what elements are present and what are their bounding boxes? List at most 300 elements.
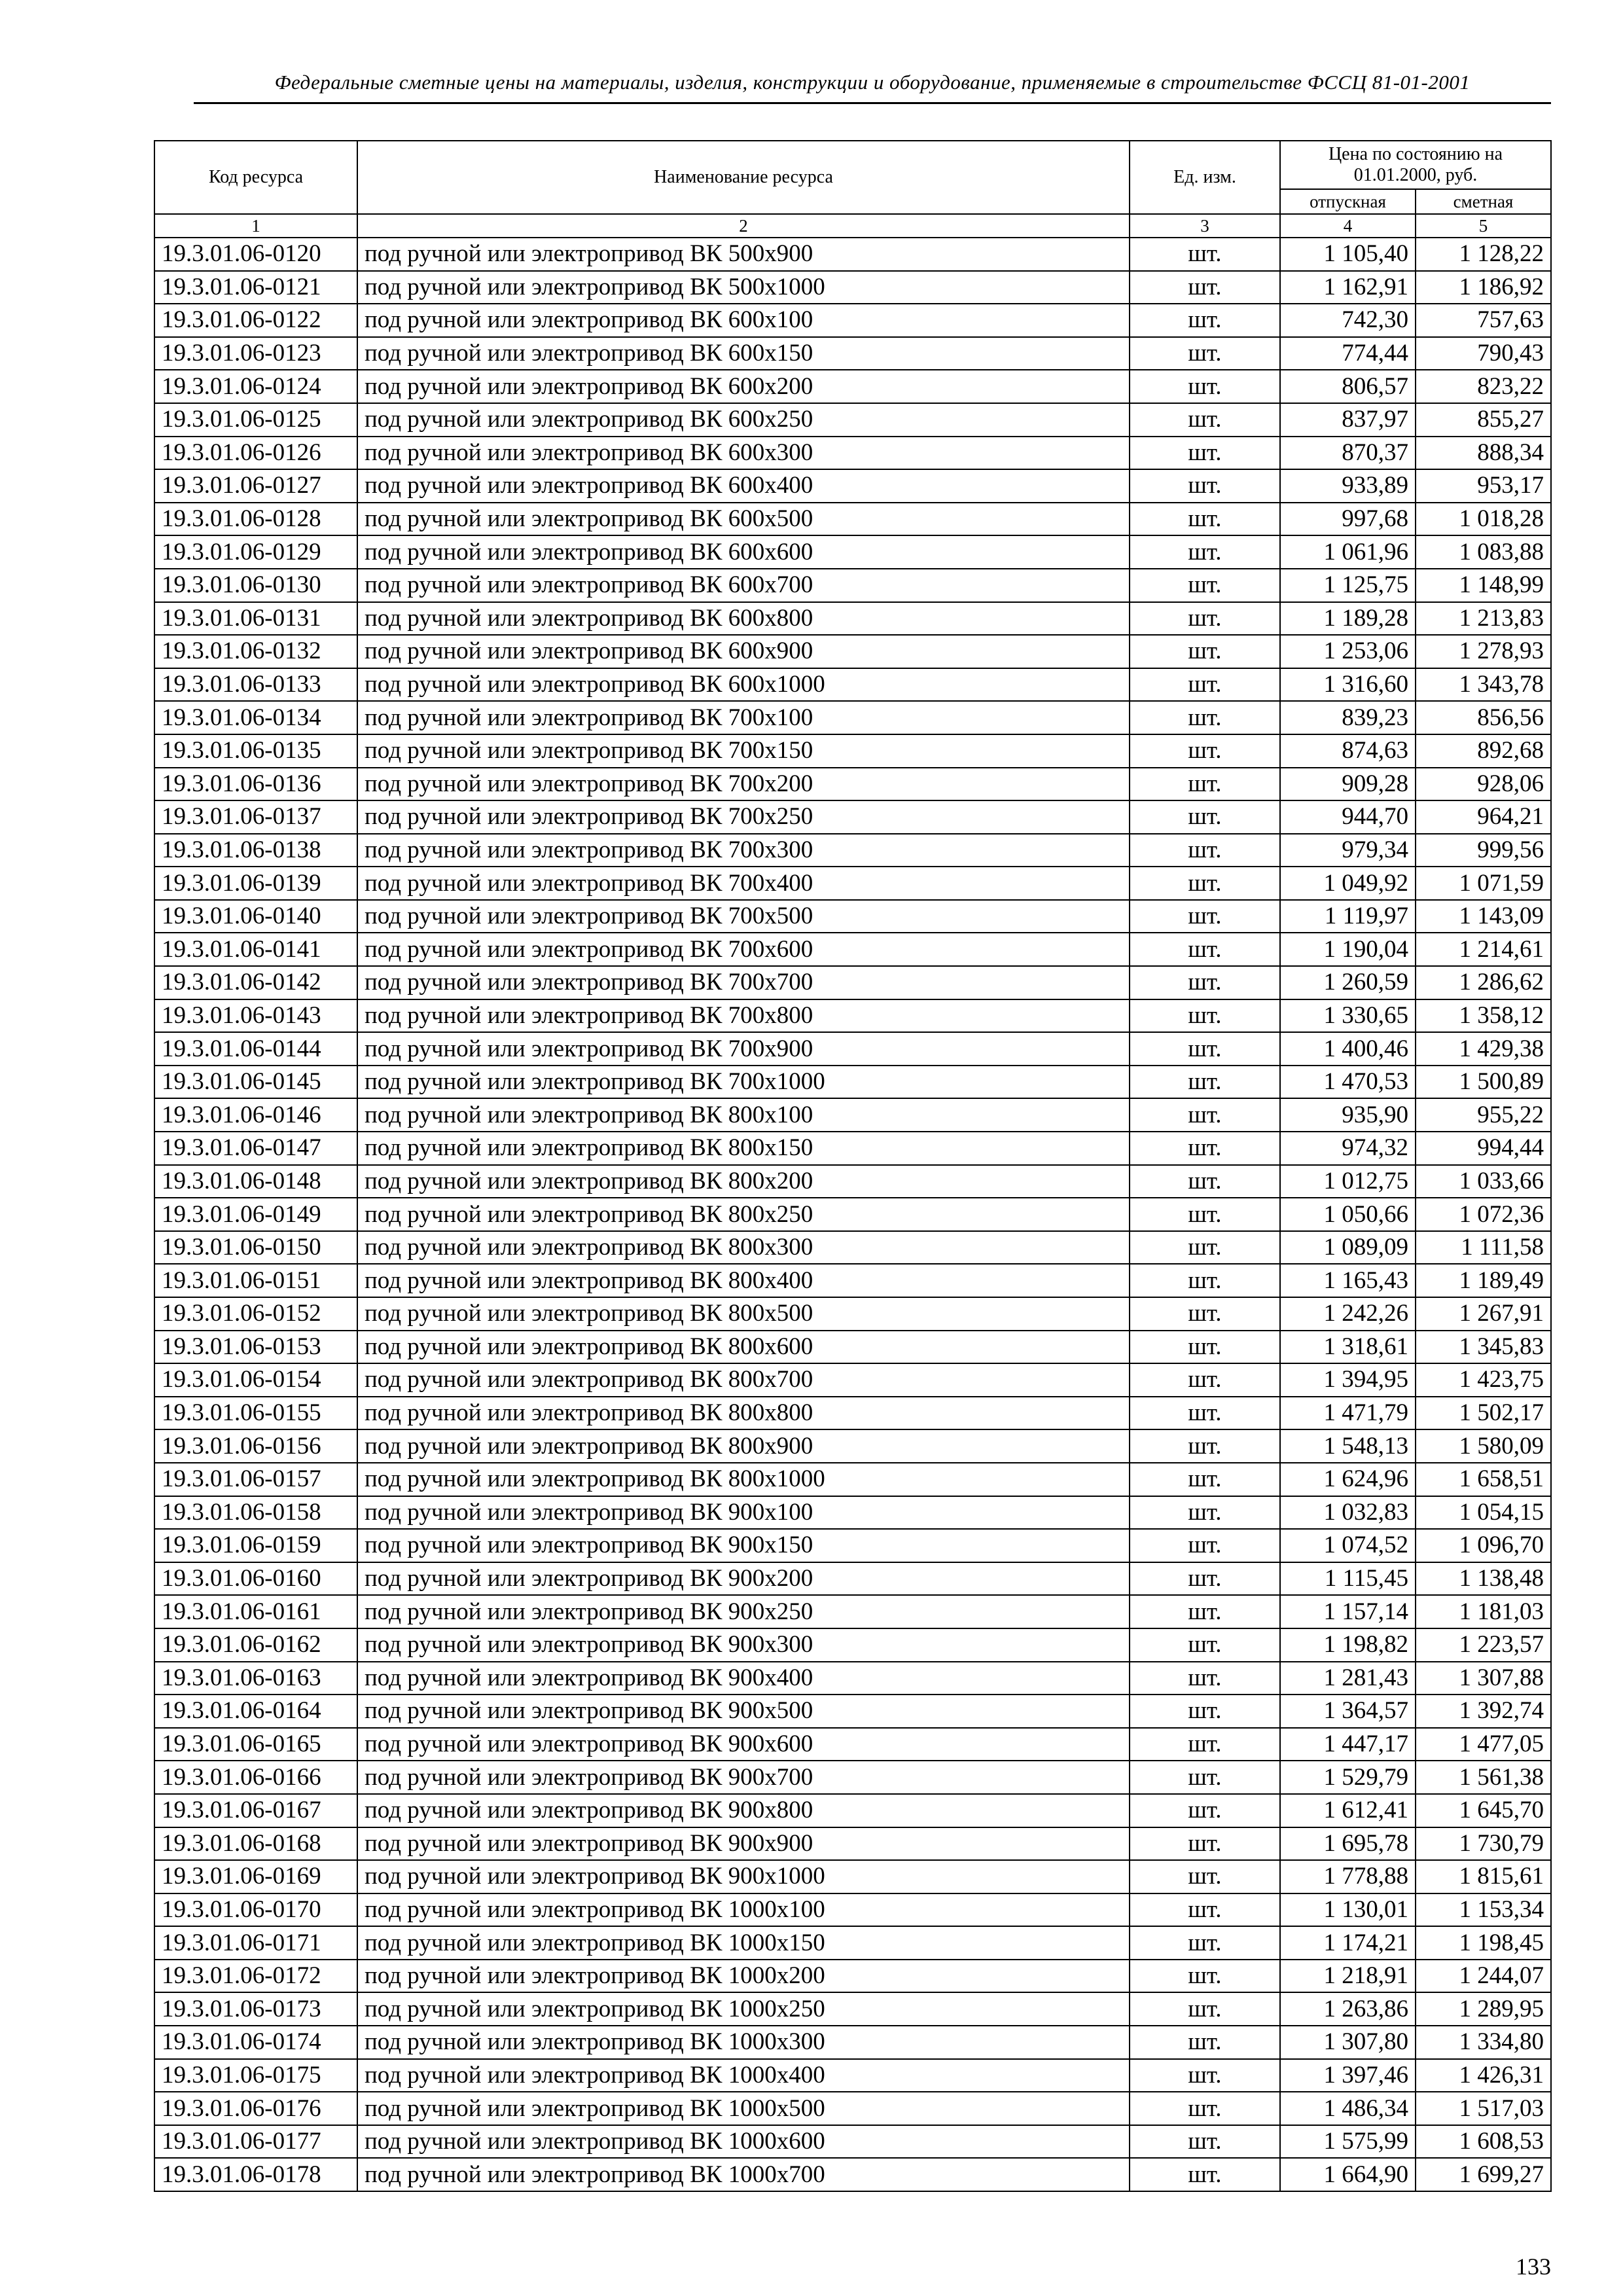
table-row — [154, 2125, 1551, 2159]
row-name: под ручной или электропривод ВК 700х900 — [357, 1032, 1130, 1066]
row-price-release: 1 049,92 — [1280, 867, 1416, 900]
row-price-estimate: 892,68 — [1416, 734, 1551, 768]
row-name: под ручной или электропривод ВК 900х200 — [357, 1562, 1130, 1596]
row-price-release: 1 218,91 — [1280, 1960, 1416, 1993]
table-row — [154, 1231, 1551, 1265]
row-code: 19.3.01.06-0178 — [154, 2158, 357, 2191]
row-price-release: 1 074,52 — [1280, 1529, 1416, 1562]
table-row — [154, 1628, 1551, 1662]
row-unit: шт. — [1130, 503, 1280, 536]
table-row — [154, 1264, 1551, 1297]
row-code: 19.3.01.06-0167 — [154, 1794, 357, 1827]
table-row — [154, 602, 1551, 636]
row-unit: шт. — [1130, 768, 1280, 801]
table-row — [154, 469, 1551, 503]
row-code: 19.3.01.06-0125 — [154, 403, 357, 437]
row-price-release: 1 397,46 — [1280, 2059, 1416, 2092]
row-price-estimate: 953,17 — [1416, 469, 1551, 503]
table-row — [154, 304, 1551, 337]
row-name: под ручной или электропривод ВК 900х250 — [357, 1595, 1130, 1628]
table-row — [154, 635, 1551, 668]
row-code: 19.3.01.06-0162 — [154, 1628, 357, 1662]
row-code: 19.3.01.06-0122 — [154, 304, 357, 337]
table-row — [154, 1827, 1551, 1861]
row-unit: шт. — [1130, 1098, 1280, 1132]
row-unit: шт. — [1130, 1562, 1280, 1596]
row-unit: шт. — [1130, 834, 1280, 867]
table-row — [154, 535, 1551, 569]
row-name: под ручной или электропривод ВК 800х300 — [357, 1231, 1130, 1265]
row-price-estimate: 1 289,95 — [1416, 1992, 1551, 2026]
table-row — [154, 238, 1551, 271]
row-price-release: 1 447,17 — [1280, 1728, 1416, 1761]
row-code: 19.3.01.06-0177 — [154, 2125, 357, 2159]
page-number: 133 — [1516, 2253, 1551, 2280]
table-row — [154, 1794, 1551, 1827]
column-number: 1 — [154, 214, 357, 238]
row-price-estimate: 1 054,15 — [1416, 1496, 1551, 1530]
row-code: 19.3.01.06-0140 — [154, 900, 357, 933]
row-unit: шт. — [1130, 867, 1280, 900]
table-row — [154, 999, 1551, 1033]
row-unit: шт. — [1130, 1032, 1280, 1066]
table-row — [154, 701, 1551, 734]
row-price-release: 1 130,01 — [1280, 1893, 1416, 1927]
row-price-release: 1 105,40 — [1280, 238, 1416, 271]
row-name: под ручной или электропривод ВК 700х600 — [357, 933, 1130, 966]
table-row — [154, 933, 1551, 966]
row-price-release: 1 032,83 — [1280, 1496, 1416, 1530]
row-price-release: 1 050,66 — [1280, 1198, 1416, 1231]
row-code: 19.3.01.06-0149 — [154, 1198, 357, 1231]
table-row — [154, 1165, 1551, 1198]
row-name: под ручной или электропривод ВК 800х900 — [357, 1429, 1130, 1463]
row-price-release: 974,32 — [1280, 1132, 1416, 1165]
row-price-estimate: 1 143,09 — [1416, 900, 1551, 933]
row-code: 19.3.01.06-0147 — [154, 1132, 357, 1165]
row-name: под ручной или электропривод ВК 800х400 — [357, 1264, 1130, 1297]
row-code: 19.3.01.06-0129 — [154, 535, 357, 569]
row-name: под ручной или электропривод ВК 600х800 — [357, 602, 1130, 636]
row-name: под ручной или электропривод ВК 1000х200 — [357, 1960, 1130, 1993]
row-unit: шт. — [1130, 1628, 1280, 1662]
row-name: под ручной или электропривод ВК 1000х100 — [357, 1893, 1130, 1927]
row-code: 19.3.01.06-0139 — [154, 867, 357, 900]
table-row — [154, 2092, 1551, 2125]
row-price-estimate: 1 517,03 — [1416, 2092, 1551, 2125]
row-price-estimate: 1 138,48 — [1416, 1562, 1551, 1596]
row-unit: шт. — [1130, 1662, 1280, 1695]
row-price-estimate: 823,22 — [1416, 370, 1551, 403]
row-code: 19.3.01.06-0166 — [154, 1761, 357, 1794]
table-row — [154, 437, 1551, 470]
row-unit: шт. — [1130, 734, 1280, 768]
row-code: 19.3.01.06-0144 — [154, 1032, 357, 1066]
table-row — [154, 734, 1551, 768]
header-price-release: отпускная — [1280, 189, 1416, 214]
row-name: под ручной или электропривод ВК 600х250 — [357, 403, 1130, 437]
row-code: 19.3.01.06-0127 — [154, 469, 357, 503]
row-name: под ручной или электропривод ВК 800х800 — [357, 1397, 1130, 1430]
row-name: под ручной или электропривод ВК 700х100 — [357, 701, 1130, 734]
row-unit: шт. — [1130, 569, 1280, 602]
row-name: под ручной или электропривод ВК 600х500 — [357, 503, 1130, 536]
row-name: под ручной или электропривод ВК 600х900 — [357, 635, 1130, 668]
row-code: 19.3.01.06-0123 — [154, 337, 357, 370]
row-name: под ручной или электропривод ВК 900х800 — [357, 1794, 1130, 1827]
row-price-release: 1 400,46 — [1280, 1032, 1416, 1066]
row-code: 19.3.01.06-0152 — [154, 1297, 357, 1331]
row-name: под ручной или электропривод ВК 800х1000 — [357, 1463, 1130, 1496]
row-unit: шт. — [1130, 304, 1280, 337]
row-unit: шт. — [1130, 1429, 1280, 1463]
row-unit: шт. — [1130, 1297, 1280, 1331]
row-unit: шт. — [1130, 1794, 1280, 1827]
row-price-estimate: 1 148,99 — [1416, 569, 1551, 602]
row-price-estimate: 1 186,92 — [1416, 271, 1551, 304]
row-name: под ручной или электропривод ВК 600х1000 — [357, 668, 1130, 702]
table-row — [154, 1297, 1551, 1331]
row-unit: шт. — [1130, 2026, 1280, 2059]
row-unit: шт. — [1130, 1926, 1280, 1960]
row-unit: шт. — [1130, 966, 1280, 999]
row-unit: шт. — [1130, 535, 1280, 569]
row-price-estimate: 1 423,75 — [1416, 1363, 1551, 1397]
row-price-estimate: 1 358,12 — [1416, 999, 1551, 1033]
table-body — [154, 238, 1551, 2191]
row-code: 19.3.01.06-0170 — [154, 1893, 357, 1927]
row-price-estimate: 1 477,05 — [1416, 1728, 1551, 1761]
row-price-release: 1 263,86 — [1280, 1992, 1416, 2026]
row-unit: шт. — [1130, 701, 1280, 734]
row-price-release: 1 529,79 — [1280, 1761, 1416, 1794]
table-row — [154, 503, 1551, 536]
header-unit: Ед. изм. — [1130, 141, 1280, 214]
row-unit: шт. — [1130, 1331, 1280, 1364]
row-price-estimate: 955,22 — [1416, 1098, 1551, 1132]
row-price-estimate: 964,21 — [1416, 800, 1551, 834]
row-code: 19.3.01.06-0124 — [154, 370, 357, 403]
row-price-estimate: 1 307,88 — [1416, 1662, 1551, 1695]
row-code: 19.3.01.06-0163 — [154, 1662, 357, 1695]
row-name: под ручной или электропривод ВК 900х100 — [357, 1496, 1130, 1530]
table-row — [154, 1926, 1551, 1960]
row-price-release: 1 548,13 — [1280, 1429, 1416, 1463]
row-price-release: 909,28 — [1280, 768, 1416, 801]
price-table — [154, 140, 1552, 2192]
table-row — [154, 403, 1551, 437]
row-unit: шт. — [1130, 1728, 1280, 1761]
row-unit: шт. — [1130, 1132, 1280, 1165]
row-price-estimate: 855,27 — [1416, 403, 1551, 437]
table-row — [154, 1132, 1551, 1165]
row-price-estimate: 928,06 — [1416, 768, 1551, 801]
row-price-estimate: 757,63 — [1416, 304, 1551, 337]
row-price-estimate: 1 580,09 — [1416, 1429, 1551, 1463]
row-name: под ручной или электропривод ВК 900х600 — [357, 1728, 1130, 1761]
table-row — [154, 1363, 1551, 1397]
row-name: под ручной или электропривод ВК 800х150 — [357, 1132, 1130, 1165]
row-name: под ручной или электропривод ВК 600х100 — [357, 304, 1130, 337]
row-unit: шт. — [1130, 1595, 1280, 1628]
column-number: 3 — [1130, 214, 1280, 238]
row-code: 19.3.01.06-0175 — [154, 2059, 357, 2092]
row-code: 19.3.01.06-0121 — [154, 271, 357, 304]
row-name: под ручной или электропривод ВК 900х150 — [357, 1529, 1130, 1562]
header-name: Наименование ресурса — [357, 141, 1130, 214]
row-code: 19.3.01.06-0132 — [154, 635, 357, 668]
row-unit: шт. — [1130, 2092, 1280, 2125]
row-name: под ручной или электропривод ВК 700х700 — [357, 966, 1130, 999]
row-name: под ручной или электропривод ВК 800х600 — [357, 1331, 1130, 1364]
table-row — [154, 1893, 1551, 1927]
row-unit: шт. — [1130, 1827, 1280, 1861]
table-row — [154, 370, 1551, 403]
row-price-release: 742,30 — [1280, 304, 1416, 337]
table-row — [154, 1695, 1551, 1728]
column-number: 2 — [357, 214, 1130, 238]
row-price-estimate: 1 429,38 — [1416, 1032, 1551, 1066]
row-code: 19.3.01.06-0141 — [154, 933, 357, 966]
row-price-estimate: 1 072,36 — [1416, 1198, 1551, 1231]
row-code: 19.3.01.06-0135 — [154, 734, 357, 768]
row-price-release: 997,68 — [1280, 503, 1416, 536]
row-price-release: 1 198,82 — [1280, 1628, 1416, 1662]
row-price-release: 1 253,06 — [1280, 635, 1416, 668]
row-code: 19.3.01.06-0130 — [154, 569, 357, 602]
row-price-release: 874,63 — [1280, 734, 1416, 768]
row-name: под ручной или электропривод ВК 800х100 — [357, 1098, 1130, 1132]
row-price-release: 935,90 — [1280, 1098, 1416, 1132]
row-name: под ручной или электропривод ВК 900х400 — [357, 1662, 1130, 1695]
row-unit: шт. — [1130, 668, 1280, 702]
row-price-release: 1 157,14 — [1280, 1595, 1416, 1628]
row-name: под ручной или электропривод ВК 600х700 — [357, 569, 1130, 602]
row-price-release: 1 575,99 — [1280, 2125, 1416, 2159]
row-code: 19.3.01.06-0145 — [154, 1066, 357, 1099]
row-unit: шт. — [1130, 1066, 1280, 1099]
row-price-release: 1 318,61 — [1280, 1331, 1416, 1364]
row-price-estimate: 994,44 — [1416, 1132, 1551, 1165]
row-name: под ручной или электропривод ВК 900х900 — [357, 1827, 1130, 1861]
row-unit: шт. — [1130, 2125, 1280, 2159]
table-row — [154, 1463, 1551, 1496]
row-price-estimate: 1 018,28 — [1416, 503, 1551, 536]
row-price-release: 979,34 — [1280, 834, 1416, 867]
row-name: под ручной или электропривод ВК 900х300 — [357, 1628, 1130, 1662]
table-row — [154, 1860, 1551, 1893]
table-row — [154, 2158, 1551, 2191]
row-price-estimate: 1 267,91 — [1416, 1297, 1551, 1331]
row-price-estimate: 1 083,88 — [1416, 535, 1551, 569]
running-header: Федеральные сметные цены на материалы, изделия, конструкции и оборудование, применяемые в строительстве ФССЦ 81-01-2001 — [274, 71, 1471, 94]
row-price-release: 933,89 — [1280, 469, 1416, 503]
row-code: 19.3.01.06-0151 — [154, 1264, 357, 1297]
row-unit: шт. — [1130, 1496, 1280, 1530]
row-unit: шт. — [1130, 2158, 1280, 2191]
header-price: Цена по состоянию на 01.01.2000, руб. — [1280, 141, 1551, 189]
row-price-release: 1 330,65 — [1280, 999, 1416, 1033]
row-unit: шт. — [1130, 2059, 1280, 2092]
row-price-release: 1 316,60 — [1280, 668, 1416, 702]
row-price-estimate: 1 334,80 — [1416, 2026, 1551, 2059]
row-price-release: 1 624,96 — [1280, 1463, 1416, 1496]
row-name: под ручной или электропривод ВК 900х500 — [357, 1695, 1130, 1728]
row-price-estimate: 999,56 — [1416, 834, 1551, 867]
row-price-estimate: 1 071,59 — [1416, 867, 1551, 900]
table-row — [154, 1098, 1551, 1132]
row-code: 19.3.01.06-0137 — [154, 800, 357, 834]
row-code: 19.3.01.06-0172 — [154, 1960, 357, 1993]
row-price-estimate: 1 608,53 — [1416, 2125, 1551, 2159]
row-price-estimate: 1 426,31 — [1416, 2059, 1551, 2092]
table-row — [154, 337, 1551, 370]
row-unit: шт. — [1130, 337, 1280, 370]
row-unit: шт. — [1130, 1231, 1280, 1265]
row-price-estimate: 1 500,89 — [1416, 1066, 1551, 1099]
row-unit: шт. — [1130, 1463, 1280, 1496]
table-row — [154, 1728, 1551, 1761]
row-price-estimate: 1 189,49 — [1416, 1264, 1551, 1297]
row-price-estimate: 1 730,79 — [1416, 1827, 1551, 1861]
row-code: 19.3.01.06-0159 — [154, 1529, 357, 1562]
row-price-estimate: 1 343,78 — [1416, 668, 1551, 702]
row-code: 19.3.01.06-0133 — [154, 668, 357, 702]
row-price-estimate: 1 561,38 — [1416, 1761, 1551, 1794]
row-name: под ручной или электропривод ВК 1000х400 — [357, 2059, 1130, 2092]
table-row — [154, 1662, 1551, 1695]
row-price-release: 1 470,53 — [1280, 1066, 1416, 1099]
row-price-estimate: 1 645,70 — [1416, 1794, 1551, 1827]
row-name: под ручной или электропривод ВК 800х700 — [357, 1363, 1130, 1397]
row-price-estimate: 856,56 — [1416, 701, 1551, 734]
table-row — [154, 900, 1551, 933]
row-code: 19.3.01.06-0154 — [154, 1363, 357, 1397]
row-price-release: 1 174,21 — [1280, 1926, 1416, 1960]
table-row — [154, 834, 1551, 867]
row-unit: шт. — [1130, 999, 1280, 1033]
row-name: под ручной или электропривод ВК 700х500 — [357, 900, 1130, 933]
row-unit: шт. — [1130, 1992, 1280, 2026]
row-unit: шт. — [1130, 1960, 1280, 1993]
row-price-release: 1 119,97 — [1280, 900, 1416, 933]
row-unit: шт. — [1130, 403, 1280, 437]
row-price-release: 1 471,79 — [1280, 1397, 1416, 1430]
header-rule — [194, 102, 1551, 104]
row-code: 19.3.01.06-0134 — [154, 701, 357, 734]
row-code: 19.3.01.06-0164 — [154, 1695, 357, 1728]
row-unit: шт. — [1130, 1695, 1280, 1728]
row-price-estimate: 1 223,57 — [1416, 1628, 1551, 1662]
table-row — [154, 1960, 1551, 1993]
row-code: 19.3.01.06-0168 — [154, 1827, 357, 1861]
row-name: под ручной или электропривод ВК 700х250 — [357, 800, 1130, 834]
row-unit: шт. — [1130, 1198, 1280, 1231]
row-price-estimate: 1 198,45 — [1416, 1926, 1551, 1960]
row-price-release: 1 394,95 — [1280, 1363, 1416, 1397]
row-code: 19.3.01.06-0157 — [154, 1463, 357, 1496]
row-price-release: 1 190,04 — [1280, 933, 1416, 966]
column-number: 4 — [1280, 214, 1416, 238]
row-unit: шт. — [1130, 900, 1280, 933]
table-row — [154, 1429, 1551, 1463]
row-price-release: 1 115,45 — [1280, 1562, 1416, 1596]
row-code: 19.3.01.06-0156 — [154, 1429, 357, 1463]
row-code: 19.3.01.06-0142 — [154, 966, 357, 999]
row-unit: шт. — [1130, 271, 1280, 304]
row-name: под ручной или электропривод ВК 1000х500 — [357, 2092, 1130, 2125]
header-code: Код ресурса — [154, 141, 357, 214]
row-name: под ручной или электропривод ВК 800х250 — [357, 1198, 1130, 1231]
row-price-release: 1 189,28 — [1280, 602, 1416, 636]
row-price-estimate: 1 153,34 — [1416, 1893, 1551, 1927]
row-code: 19.3.01.06-0171 — [154, 1926, 357, 1960]
row-price-estimate: 1 111,58 — [1416, 1231, 1551, 1265]
row-price-estimate: 1 128,22 — [1416, 238, 1551, 271]
row-code: 19.3.01.06-0146 — [154, 1098, 357, 1132]
row-price-release: 1 664,90 — [1280, 2158, 1416, 2191]
row-code: 19.3.01.06-0160 — [154, 1562, 357, 1596]
table-row — [154, 1562, 1551, 1596]
row-price-estimate: 1 699,27 — [1416, 2158, 1551, 2191]
row-name: под ручной или электропривод ВК 500х900 — [357, 238, 1130, 271]
row-code: 19.3.01.06-0150 — [154, 1231, 357, 1265]
row-code: 19.3.01.06-0138 — [154, 834, 357, 867]
row-name: под ручной или электропривод ВК 1000х300 — [357, 2026, 1130, 2059]
row-unit: шт. — [1130, 469, 1280, 503]
row-price-estimate: 1 345,83 — [1416, 1331, 1551, 1364]
row-name: под ручной или электропривод ВК 700х800 — [357, 999, 1130, 1033]
row-price-release: 1 307,80 — [1280, 2026, 1416, 2059]
row-unit: шт. — [1130, 635, 1280, 668]
row-name: под ручной или электропривод ВК 1000х250 — [357, 1992, 1130, 2026]
row-price-estimate: 1 286,62 — [1416, 966, 1551, 999]
row-unit: шт. — [1130, 1529, 1280, 1562]
row-price-release: 1 281,43 — [1280, 1662, 1416, 1695]
row-price-release: 839,23 — [1280, 701, 1416, 734]
table-row — [154, 1331, 1551, 1364]
row-code: 19.3.01.06-0143 — [154, 999, 357, 1033]
table-row — [154, 1496, 1551, 1530]
row-price-release: 1 242,26 — [1280, 1297, 1416, 1331]
row-name: под ручной или электропривод ВК 800х200 — [357, 1165, 1130, 1198]
row-unit: шт. — [1130, 1165, 1280, 1198]
row-name: под ручной или электропривод ВК 700х1000 — [357, 1066, 1130, 1099]
row-price-estimate: 790,43 — [1416, 337, 1551, 370]
row-price-release: 1 364,57 — [1280, 1695, 1416, 1728]
row-name: под ручной или электропривод ВК 900х700 — [357, 1761, 1130, 1794]
table-row — [154, 668, 1551, 702]
row-price-estimate: 1 181,03 — [1416, 1595, 1551, 1628]
table-row — [154, 1397, 1551, 1430]
row-price-estimate: 888,34 — [1416, 437, 1551, 470]
table-row — [154, 768, 1551, 801]
row-name: под ручной или электропривод ВК 700х150 — [357, 734, 1130, 768]
table-row — [154, 1992, 1551, 2026]
row-name: под ручной или электропривод ВК 900х1000 — [357, 1860, 1130, 1893]
row-code: 19.3.01.06-0128 — [154, 503, 357, 536]
row-name: под ручной или электропривод ВК 700х300 — [357, 834, 1130, 867]
row-price-estimate: 1 658,51 — [1416, 1463, 1551, 1496]
row-price-release: 1 012,75 — [1280, 1165, 1416, 1198]
row-unit: шт. — [1130, 800, 1280, 834]
row-code: 19.3.01.06-0148 — [154, 1165, 357, 1198]
table-row — [154, 2059, 1551, 2092]
row-unit: шт. — [1130, 1264, 1280, 1297]
table-row — [154, 1595, 1551, 1628]
row-name: под ручной или электропривод ВК 700х200 — [357, 768, 1130, 801]
row-name: под ручной или электропривод ВК 800х500 — [357, 1297, 1130, 1331]
